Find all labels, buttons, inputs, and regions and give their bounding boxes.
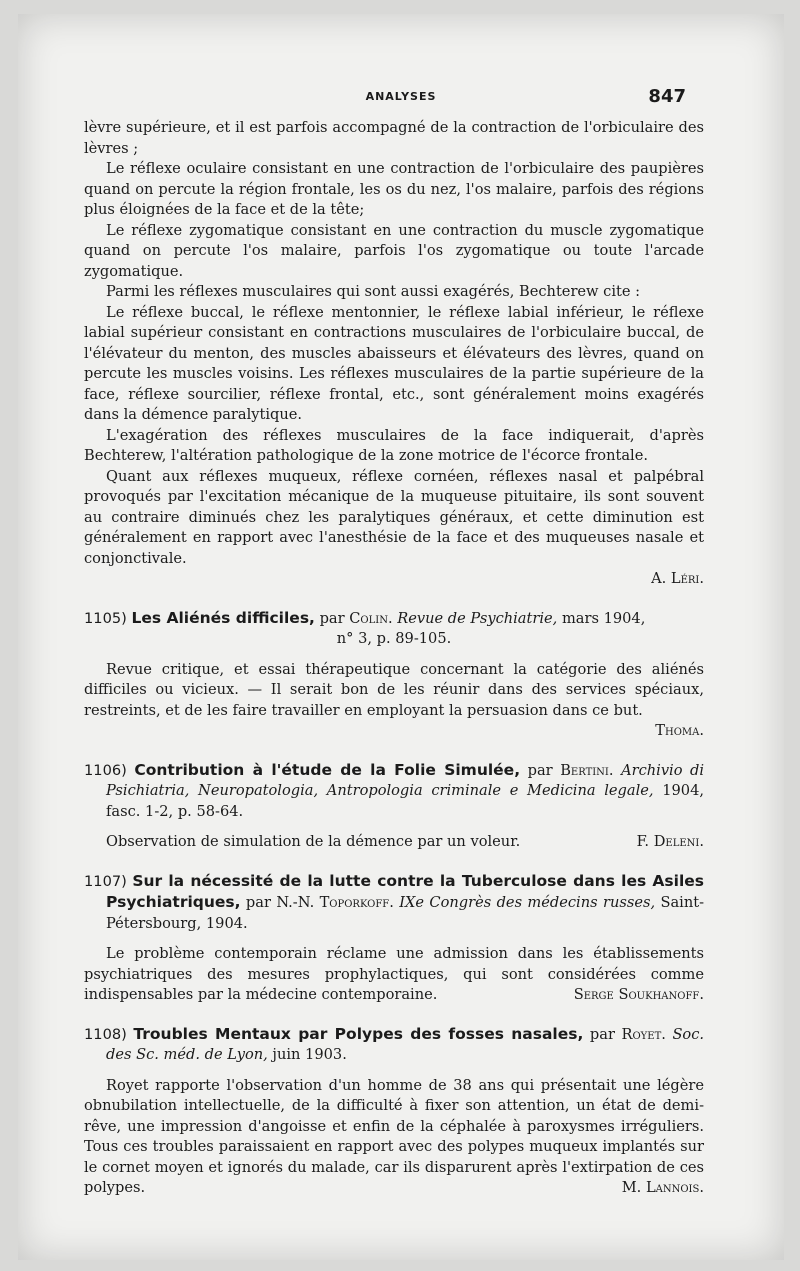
- entry-abstract: Le problème contemporain réclame une admission dans les établissements psychiatriques des mesures prophylactiques, qui sont considérées comme indispensables par la médecine contemporaine.: [84, 945, 704, 1003]
- entry-1108: [84, 1024, 704, 1199]
- signature: F. Deleni.: [636, 833, 704, 850]
- entry-abstract-line: [84, 832, 704, 853]
- entry-author: N.-N. Toporkoff.: [276, 894, 394, 911]
- entry-abstract: Royet rapporte l'observation d'un homme de 38 ans qui présentait une légère obnubilation intellectuelle, de la difficulté à fixer son attention, un état de demi-rêve, une impression d'angoisse et enfin de la céphalée à paroxysmes irréguliers. Tous ces troubles paraissaient en rapport avec des polypes muqueux implantés sur le cornet moyen et ignorés du malade, car ils disparurent après l'extirpation de ces polypes.: [84, 1076, 704, 1196]
- paragraph: lèvre supérieure, et il est parfois accompagné de la contraction de l'orbiculaire des lèvres ;: [84, 119, 704, 157]
- signature: M. Lannois.: [621, 1179, 704, 1196]
- entry-source: IXe Congrès des médecins russes,: [399, 894, 656, 911]
- entry-title: Les Aliénés difficiles,: [131, 608, 315, 627]
- entry-abstract: Observation de simulation de la démence par un voleur.: [106, 833, 521, 850]
- entry-author: Bertini.: [560, 761, 614, 779]
- signature: Serge Soukhanoff.: [573, 986, 704, 1003]
- entry-title: Troubles Mentaux par Polypes des fosses nasales,: [133, 1024, 584, 1043]
- entry-source-line2: n° 3, p. 89-105.: [336, 630, 452, 647]
- entry-by: par: [319, 609, 345, 627]
- paragraph: Le réflexe oculaire consistant en une contraction de l'orbiculaire des paupières quand on percute la région frontale, les os du nez, l'os malaire, parfois des régions plus éloignées de la face et de la tête;: [84, 160, 704, 218]
- entry-source-detail: Saint-Pétersbourg, 1904.: [106, 894, 705, 932]
- entry-number: 1105): [84, 609, 127, 627]
- entry-by: par: [527, 761, 553, 779]
- entry-heading: [84, 760, 704, 823]
- entry-number: 1108): [84, 1025, 127, 1043]
- entry-1106: [84, 760, 704, 853]
- paragraph: Parmi les réflexes musculaires qui sont aussi exagérés, Bechterew cite :: [106, 283, 641, 300]
- entry-source-detail: juin 1903.: [272, 1046, 347, 1063]
- entry-title: Contribution à l'étude de la Folie Simulée,: [134, 760, 521, 779]
- journal-page: [18, 14, 784, 1260]
- paragraph: L'exagération des réflexes musculaires de la face indiquerait, d'après Bechterew, l'altération pathologique de la zone motrice de l'écorce frontale.: [84, 426, 704, 464]
- entry-source: Archivio di Psichiatria, Neuropatologia, Antropologia criminale e Medicina legale,: [106, 761, 705, 799]
- entry-abstract-line: [84, 944, 704, 1006]
- signature: Thoma.: [655, 722, 704, 739]
- entry-by: par: [589, 1025, 615, 1043]
- entry-1107: [84, 871, 704, 1006]
- entry-title: Sur la nécessité de la lutte contre la Tuberculose dans les Asiles Psychiatriques,: [106, 871, 705, 911]
- entry-number: 1107): [84, 872, 127, 890]
- paragraph: Quant aux réflexes muqueux, réflexe cornéen, réflexes nasal et palpébral provoqués par l'excitation mécanique de la muqueuse pituitaire, ils sont souvent au contraire diminués chez les paralytiques généraux, et cette diminution est généralement en rapport avec l'anesthésie de la face et des muqueuses nasale et conjonctivale.: [84, 467, 704, 567]
- entry-heading: [84, 1024, 704, 1066]
- entry-heading: [84, 608, 704, 630]
- entry-heading: [84, 871, 704, 935]
- entry-source-detail: mars 1904,: [561, 609, 646, 627]
- entry-1105: [84, 608, 704, 742]
- entry-source: Revue de Psychiatrie,: [397, 609, 558, 627]
- page-header: [18, 86, 784, 110]
- entry-abstract: Revue critique, et essai thérapeutique concernant la catégorie des aliénés difficiles ou vicieux. — Il serait bon de les réunir dans des services spéciaux, restreints, et de les faire travailler en employant la persuasion dans ce but.: [84, 660, 704, 719]
- entry-author: Royet.: [621, 1025, 666, 1043]
- entry-source: Soc. des Sc. méd. de Lyon,: [106, 1025, 705, 1063]
- signature: A. Léri.: [651, 570, 704, 587]
- entry-by: par: [245, 894, 271, 911]
- entry-source-detail: 1904, fasc. 1-2, p. 58-64.: [106, 782, 705, 820]
- page-number: 847: [648, 86, 686, 107]
- entry-abstract-line: [84, 1076, 704, 1199]
- entry-author: Colin.: [349, 609, 393, 627]
- running-head: ANALYSES: [365, 90, 437, 103]
- page-body: [84, 118, 704, 1199]
- entry-number: 1106): [84, 761, 127, 779]
- paragraph: Le réflexe zygomatique consistant en une contraction du muscle zygomatique quand on percute l'os malaire, parfois l'os zygomatique ou toute l'arcade zygomatique.: [84, 221, 704, 280]
- paragraph: Le réflexe buccal, le réflexe mentonnier, le réflexe labial inférieur, le réflexe labial supérieur consistant en contractions musculaires de l'orbiculaire buccal, de l'élévateur du menton, des muscles abaisseurs et élévateurs des lèvres, quand on percute les muscles voisins. Les réflexes musculaires de la partie supérieure de la face, réflexe sourcilier, réflexe frontal, etc., sont généralement moins exagérés dans la démence paralytique.: [84, 303, 704, 423]
